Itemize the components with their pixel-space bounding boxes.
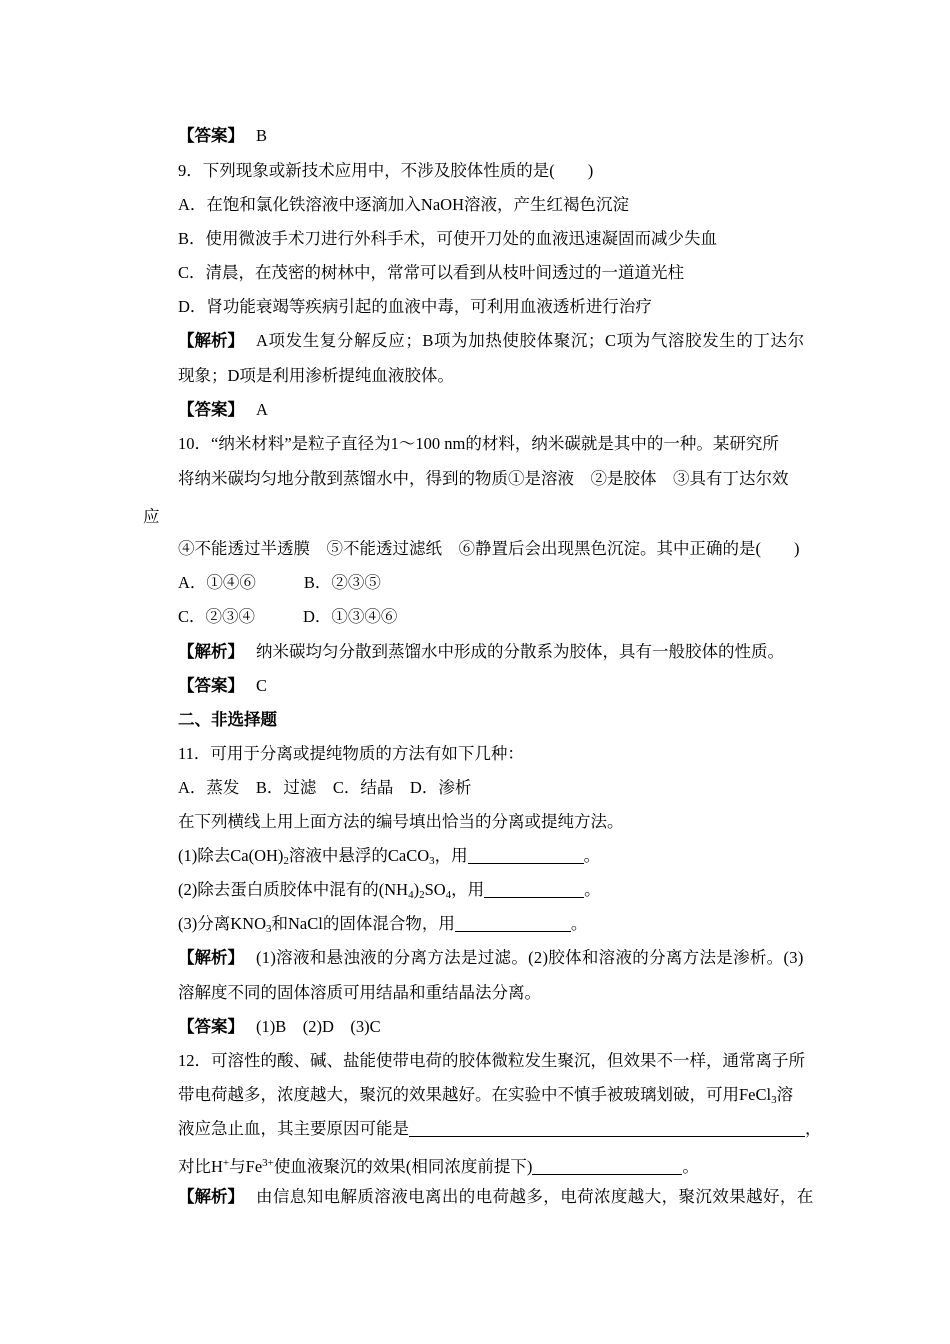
text: 溶 <box>776 1085 794 1104</box>
analysis-text: 由信息知电解质溶液电离出的电荷越多，电荷浓度越大，聚沉效果越好，在 <box>256 1187 814 1206</box>
q10-option-a: A．①④⑥ <box>178 573 256 592</box>
text: ，用 <box>451 880 485 899</box>
q12-stem-line1: 12．可溶性的酸、碱、盐能使带电荷的胶体微粒发生聚沉，但效果不一样，通常离子所 <box>178 1051 805 1070</box>
q9-stem: 9．下列现象或新技术应用中，不涉及胶体性质的是( ) <box>178 161 594 180</box>
text: 。 <box>584 880 601 899</box>
text: ，用 <box>434 846 468 865</box>
text: 对比H <box>178 1157 223 1176</box>
subscript: 3 <box>266 923 272 935</box>
subscript: 4 <box>445 889 452 901</box>
analysis-label: 【解析】 <box>178 948 244 967</box>
text: 。 <box>682 1157 699 1176</box>
subscript: 2 <box>419 889 425 901</box>
superscript: 3+ <box>262 1157 274 1169</box>
subscript: 4 <box>408 889 414 901</box>
subscript: 3 <box>771 1094 777 1106</box>
answer-value: (1)B (2)D (3)C <box>256 1017 381 1036</box>
q10-stem-line1: 10．“纳米材料”是粒子直径为1～100 nm的材料，纳米碳就是其中的一种。某研究所 <box>178 434 779 453</box>
q12-stem-line2 <box>178 1085 793 1110</box>
answer-blank[interactable] <box>484 881 584 898</box>
text: 使血液聚沉的效果(相同浓度前提下) <box>273 1157 533 1176</box>
q8-answer <box>178 126 267 146</box>
q10-analysis <box>178 642 784 662</box>
text: (2)除去蛋白质胶体中混有的(NH <box>178 880 409 899</box>
q9-option-a: A．在饱和氯化铁溶液中逐滴加入NaOH溶液，产生红褐色沉淀 <box>178 195 629 214</box>
q10-stem-line4: ④不能透过半透膜 ⑤不能透过滤纸 ⑥静置后会出现黑色沉淀。其中正确的是( ) <box>178 539 800 558</box>
q9-option-d: D．肾功能衰竭等疾病引起的血液中毒，可利用血液透析进行治疗 <box>178 297 652 316</box>
q10-options-row1 <box>178 573 381 593</box>
q9-option-c: C．清晨，在茂密的树林中，常常可以看到从枝叶间透过的一道道光柱 <box>178 263 685 282</box>
q11-part3 <box>178 914 587 939</box>
text: 与Fe <box>229 1157 263 1176</box>
text: 带电荷越多，浓度越大，聚沉的效果越好。在实验中不慎手被玻璃划破，可用FeCl <box>178 1085 772 1104</box>
text: (3)分离KNO <box>178 914 266 933</box>
answer-label: 【答案】 <box>178 1017 244 1036</box>
subscript: 3 <box>429 855 435 867</box>
subscript: 2 <box>283 855 289 867</box>
text: ) <box>413 880 420 899</box>
q9-analysis-cont: 现象；D项是利用渗析提纯血液胶体。 <box>178 366 454 385</box>
q10-options-row2 <box>178 607 397 627</box>
text: (1)除去Ca(OH) <box>178 846 284 865</box>
q12-analysis <box>178 1187 814 1207</box>
q11-part2 <box>178 880 601 905</box>
q10-option-d: D．①③④⑥ <box>303 607 398 626</box>
q11-stem: 11．可用于分离或提纯物质的方法有如下几种： <box>178 744 524 763</box>
text: 和NaCl的固体混合物，用 <box>271 914 455 933</box>
q12-stem-line4 <box>178 1153 699 1177</box>
q11-answer <box>178 1017 381 1037</box>
q10-answer <box>178 676 267 696</box>
q9-option-b: B．使用微波手术刀进行外科手术，可使开刀处的血液迅速凝固而减少失血 <box>178 229 718 248</box>
q11-part1 <box>178 846 600 871</box>
analysis-text: (1)溶液和悬浊液的分离方法是过滤。(2)胶体和溶液的分离方法是渗析。(3) <box>256 948 804 967</box>
q10-option-c: C．②③④ <box>178 607 256 626</box>
answer-blank[interactable] <box>532 1158 682 1175</box>
section-heading: 二、非选择题 <box>178 710 277 729</box>
q12-stem-line3 <box>178 1119 822 1139</box>
analysis-label: 【解析】 <box>178 642 244 661</box>
q10-stem-line3: 应 <box>143 507 160 526</box>
text: SO <box>424 880 446 899</box>
answer-blank[interactable] <box>455 915 571 932</box>
answer-value: A <box>256 400 268 419</box>
text: 液应急止血，其主要原因可能是 <box>178 1119 409 1138</box>
analysis-text: 纳米碳均匀分散到蒸馏水中形成的分散系为胶体，具有一般胶体的性质。 <box>256 642 784 661</box>
q11-instruction: 在下列横线上用上面方法的编号填出恰当的分离或提纯方法。 <box>178 812 624 831</box>
answer-blank[interactable] <box>468 847 584 864</box>
q11-analysis <box>178 948 804 968</box>
analysis-text: A项发生复分解反应；B项为加热使胶体聚沉；C项为气溶胶发生的丁达尔 <box>256 331 805 350</box>
q9-answer <box>178 400 268 420</box>
q10-stem-line2: 将纳米碳均匀地分散到蒸馏水中，得到的物质①是溶液 ②是胶体 ③具有丁达尔效 <box>178 469 789 488</box>
analysis-label: 【解析】 <box>178 1187 244 1206</box>
answer-label: 【答案】 <box>178 126 244 145</box>
analysis-label: 【解析】 <box>178 331 244 350</box>
q11-analysis-cont: 溶解度不同的固体溶质可用结晶和重结晶法分离。 <box>178 983 541 1002</box>
answer-label: 【答案】 <box>178 676 244 695</box>
q10-option-b: B．②③⑤ <box>303 573 381 592</box>
text: 。 <box>583 846 601 865</box>
answer-value: C <box>256 676 268 695</box>
text: ， <box>805 1119 822 1138</box>
answer-blank[interactable] <box>409 1120 805 1137</box>
q11-options: A．蒸发 B．过滤 C．结晶 D．渗析 <box>178 778 472 797</box>
superscript: + <box>222 1157 230 1169</box>
text: 溶液中悬浮的CaCO <box>288 846 430 865</box>
text: 。 <box>570 914 588 933</box>
answer-label: 【答案】 <box>178 400 244 419</box>
answer-value: B <box>256 126 268 145</box>
q9-analysis <box>178 331 805 351</box>
